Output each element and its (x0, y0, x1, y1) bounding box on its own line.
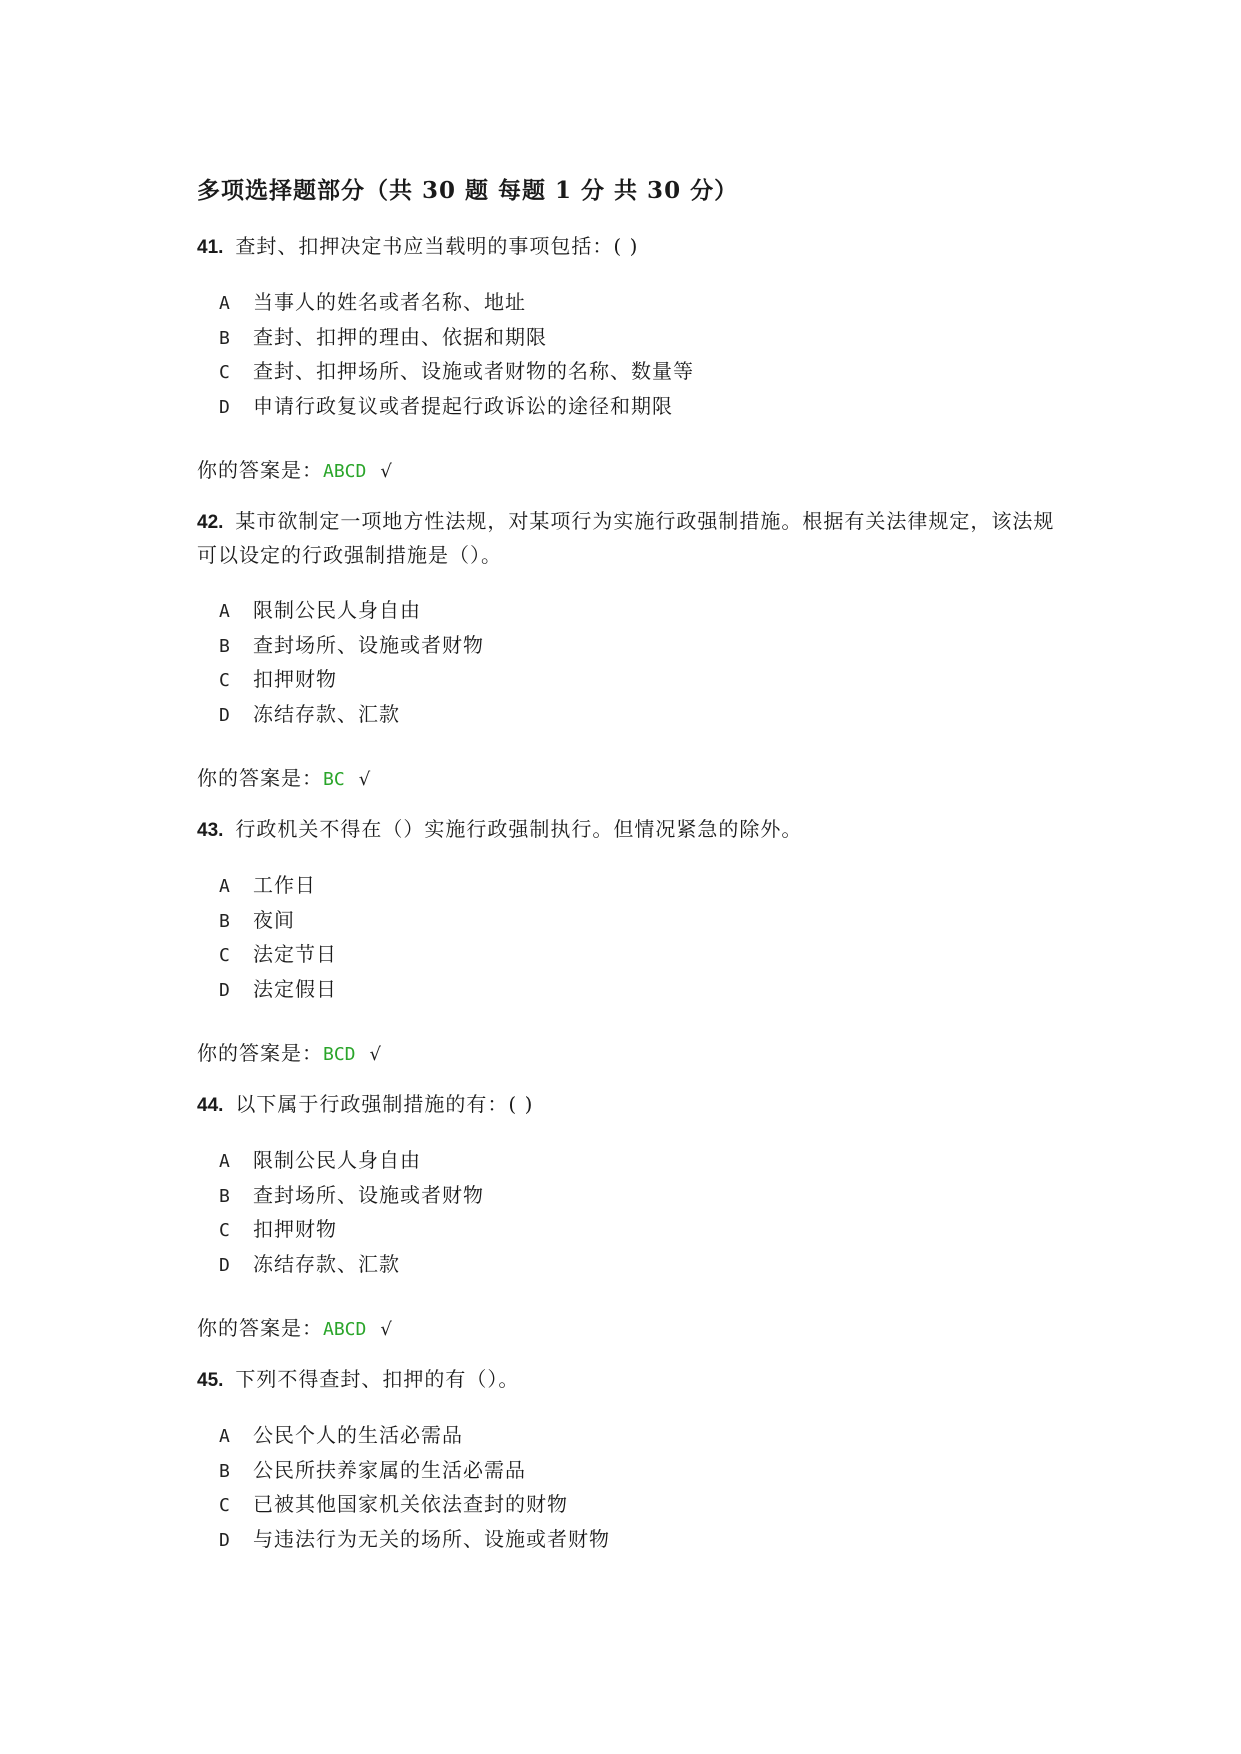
option-b (219, 629, 1057, 664)
option-a (219, 594, 1057, 629)
option-text: 查封、扣押的理由、依据和期限 (253, 324, 547, 349)
question-number: 45. (197, 1370, 224, 1391)
answer-prefix: 你的答案是： (197, 1041, 323, 1065)
option-list (219, 1419, 1057, 1557)
option-text: 扣押财物 (253, 1217, 337, 1241)
answer-value: ABCD (323, 1319, 367, 1340)
option-text: 法定假日 (253, 976, 337, 1001)
question-44 (197, 1088, 1057, 1341)
option-b (219, 1179, 1057, 1214)
answer-prefix: 你的答案是： (197, 1316, 323, 1340)
option-text: 扣押财物 (253, 667, 337, 691)
answer-line (197, 1037, 1057, 1066)
answer-value: BC (323, 769, 345, 790)
option-text: 公民个人的生活必需品 (253, 1423, 463, 1447)
option-letter: C (219, 362, 231, 383)
option-letter: A (219, 876, 231, 897)
option-a (219, 1419, 1057, 1454)
question-stem (197, 505, 1057, 572)
question-stem (197, 813, 1057, 847)
option-letter: C (219, 1220, 231, 1241)
question-number: 43. (197, 820, 224, 841)
option-letter: B (219, 635, 231, 657)
option-letter: B (219, 327, 231, 349)
answer-value: ABCD (323, 461, 367, 482)
correct-check-icon: √ (358, 769, 372, 790)
section-title: 多项选择题部分（共 30 题 每题 1 分 共 30 分） (197, 177, 739, 204)
option-text: 查封、扣押场所、设施或者财物的名称、数量等 (253, 359, 694, 383)
option-c (219, 663, 1057, 698)
option-letter: D (219, 1529, 231, 1551)
option-letter: A (219, 1426, 231, 1447)
option-letter: B (219, 1460, 231, 1482)
answer-prefix: 你的答案是： (197, 458, 323, 482)
option-d (219, 1248, 1057, 1283)
option-text: 当事人的姓名或者名称、地址 (253, 290, 526, 314)
option-a (219, 286, 1057, 321)
answer-prefix: 你的答案是： (197, 766, 323, 790)
option-list (219, 1144, 1057, 1282)
option-d (219, 1523, 1057, 1558)
option-letter: A (219, 601, 231, 622)
option-a (219, 869, 1057, 904)
option-letter: B (219, 1185, 231, 1207)
answer-line (197, 762, 1057, 791)
question-text: 下列不得查封、扣押的有（）。 (235, 1367, 520, 1391)
option-text: 冻结存款、汇款 (253, 701, 400, 726)
option-c (219, 938, 1057, 973)
option-text: 与违法行为无关的场所、设施或者财物 (253, 1526, 610, 1551)
option-letter: B (219, 910, 231, 932)
option-text: 限制公民人身自由 (253, 1148, 421, 1172)
option-c (219, 1213, 1057, 1248)
question-42 (197, 505, 1057, 791)
option-d (219, 973, 1057, 1008)
option-c (219, 1488, 1057, 1523)
option-list (219, 869, 1057, 1007)
option-text: 公民所扶养家属的生活必需品 (253, 1457, 526, 1482)
option-d (219, 390, 1057, 425)
option-b (219, 904, 1057, 939)
option-letter: C (219, 1495, 231, 1516)
question-text: 某市欲制定一项地方性法规，对某项行为实施行政强制措施。根据有关法律规定，该法规可以设定的行政强制措施是（）。 (197, 509, 1055, 567)
option-text: 查封场所、设施或者财物 (253, 632, 484, 657)
option-text: 申请行政复议或者提起行政诉讼的途径和期限 (253, 393, 673, 418)
question-stem (197, 230, 1057, 264)
option-letter: C (219, 945, 231, 966)
option-b (219, 1454, 1057, 1489)
option-letter: D (219, 704, 231, 726)
option-list (219, 286, 1057, 424)
option-d (219, 698, 1057, 733)
correct-check-icon: √ (380, 1319, 393, 1340)
option-letter: D (219, 979, 231, 1001)
question-number: 42. (197, 512, 224, 533)
question-number: 44. (197, 1095, 224, 1116)
option-text: 限制公民人身自由 (253, 598, 421, 622)
option-list (219, 594, 1057, 732)
option-text: 夜间 (253, 907, 295, 932)
option-letter: D (219, 396, 231, 418)
option-text: 法定节日 (253, 942, 337, 966)
option-c (219, 355, 1057, 390)
question-text: 以下属于行政强制措施的有：( ) (235, 1092, 534, 1116)
question-text: 行政机关不得在（）实施行政强制执行。但情况紧急的除外。 (235, 817, 803, 841)
question-41 (197, 230, 1057, 483)
question-number: 41. (197, 237, 224, 258)
question-45 (197, 1363, 1057, 1557)
option-b (219, 321, 1057, 356)
question-text: 查封、扣押决定书应当载明的事项包括：( ) (235, 234, 639, 258)
option-text: 冻结存款、汇款 (253, 1251, 400, 1276)
option-text: 已被其他国家机关依法查封的财物 (253, 1492, 568, 1516)
option-letter: A (219, 293, 231, 314)
option-text: 查封场所、设施或者财物 (253, 1182, 484, 1207)
option-letter: C (219, 670, 231, 691)
option-a (219, 1144, 1057, 1179)
option-letter: D (219, 1254, 231, 1276)
question-stem (197, 1088, 1057, 1122)
question-43 (197, 813, 1057, 1066)
question-stem (197, 1363, 1057, 1397)
option-letter: A (219, 1151, 231, 1172)
answer-line (197, 1312, 1057, 1341)
option-text: 工作日 (253, 873, 316, 897)
answer-value: BCD (323, 1044, 356, 1065)
correct-check-icon: √ (380, 461, 393, 482)
answer-line (197, 454, 1057, 483)
correct-check-icon: √ (369, 1044, 382, 1065)
